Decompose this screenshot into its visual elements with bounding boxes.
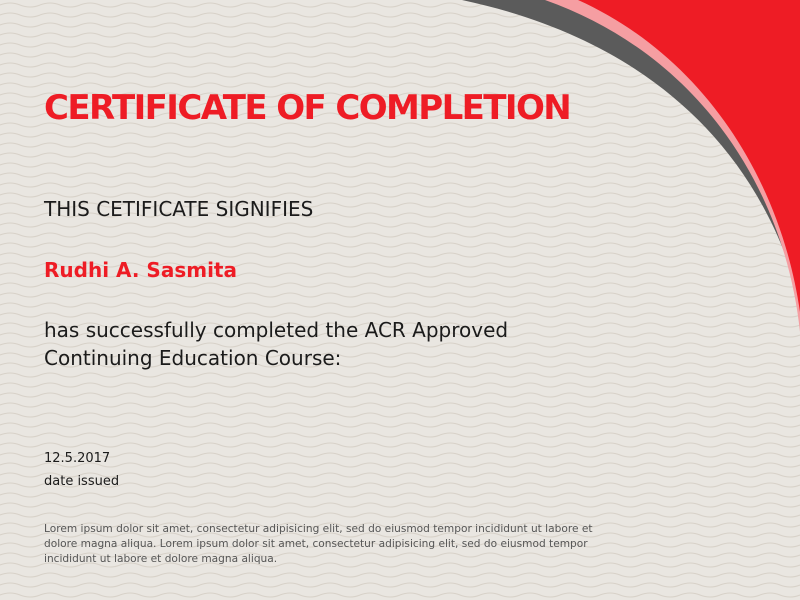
footnote-line-2: dolore magna aliqua. Lorem ipsum dolor sit amet, consectetur adipisicing elit, sed do eiusmod tempor (44, 538, 588, 550)
issue-date: 12.5.2017 (44, 451, 111, 466)
issue-date-label: date issued (44, 474, 120, 489)
footnote-text (44, 522, 644, 567)
signifies-text: THIS CETIFICATE SIGNIFIES (44, 197, 314, 221)
footnote-line-3: incididunt ut labore et dolore magna aliqua. (44, 553, 278, 565)
recipient-name: Rudhi A. Sasmita (44, 258, 237, 282)
statement-line-2: Continuing Education Course: (44, 346, 342, 370)
statement-line-1: has successfully completed the ACR Approved (44, 318, 509, 342)
certificate-title: CERTIFICATE OF COMPLETION (44, 88, 571, 128)
footnote-line-1: Lorem ipsum dolor sit amet, consectetur adipisicing elit, sed do eiusmod tempor incididunt ut labore et (44, 523, 593, 535)
completion-statement (44, 316, 604, 372)
